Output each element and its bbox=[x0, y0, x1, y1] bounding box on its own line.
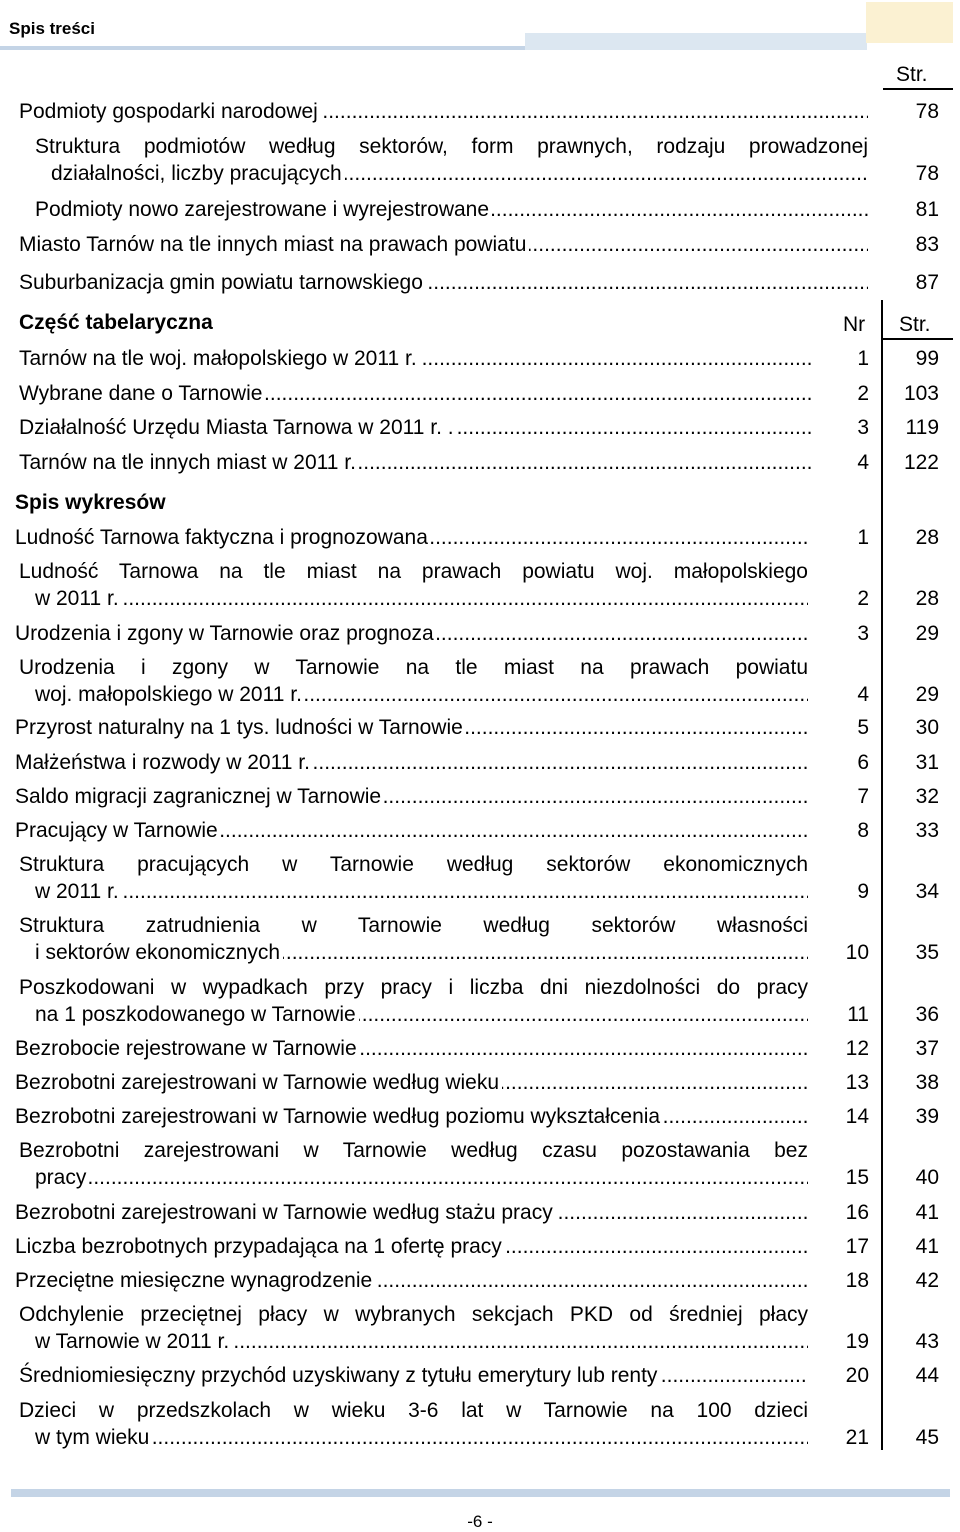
toc-entry-text: działalności, liczby pracujących bbox=[51, 162, 345, 185]
number-column-label: Nr bbox=[843, 313, 866, 336]
toc-entry-text: Bezrobotni zarejestrowani w Tarnowie według poziomu wykształcenia bbox=[15, 1105, 663, 1128]
toc-entry-text: w tym wieku bbox=[35, 1426, 152, 1449]
toc-entry-title-line1: Poszkodowani w wypadkach przy pracy i liczba dni niezdolności do pracy bbox=[19, 976, 808, 999]
toc-entry-page: 36 bbox=[915, 1003, 939, 1026]
toc-entry-text: Średniomiesięczny przychód uzyskiwany z tytułu emerytury lub renty bbox=[19, 1364, 660, 1387]
toc-entry-page: 39 bbox=[915, 1105, 939, 1128]
toc-entry-page: 41 bbox=[915, 1235, 939, 1258]
document-header-title: Spis treści bbox=[9, 19, 95, 38]
toc-entry-page: 35 bbox=[915, 941, 939, 964]
toc-entry-number: 3 bbox=[857, 416, 869, 439]
toc-entry-number: 2 bbox=[857, 587, 869, 610]
toc-entry-title bbox=[15, 620, 808, 647]
charts-heading: Spis wykresów bbox=[15, 491, 166, 514]
toc-entry-page: 81 bbox=[915, 198, 939, 221]
toc-entry-title bbox=[15, 783, 808, 810]
toc-entry-title-line1: Bezrobotni zarejestrowani w Tarnowie według czasu pozostawania bez bbox=[19, 1139, 808, 1162]
toc-entry-number: 4 bbox=[857, 451, 869, 474]
toc-entry-page: 32 bbox=[915, 785, 939, 808]
toc-entry-text: w 2011 r. bbox=[35, 587, 122, 610]
toc-entry-number: 10 bbox=[845, 941, 869, 964]
toc-entry-page: 83 bbox=[915, 233, 939, 256]
toc-entry-text: Wybrane dane o Tarnowie bbox=[19, 382, 265, 405]
toc-entry-title bbox=[35, 585, 808, 612]
header-corner-box bbox=[866, 2, 953, 43]
toc-entry-title bbox=[15, 749, 808, 776]
toc-entry-page: 28 bbox=[915, 587, 939, 610]
toc-entry-title bbox=[35, 681, 808, 708]
toc-entry-number: 1 bbox=[857, 347, 869, 370]
toc-entry-text: Działalność Urzędu Miasta Tarnowa w 2011 r. . bbox=[19, 416, 457, 439]
toc-entry-number: 19 bbox=[845, 1330, 869, 1353]
toc-entry-number: 17 bbox=[845, 1235, 869, 1258]
toc-entry-page: 78 bbox=[915, 100, 939, 123]
toc-entry-text: woj. małopolskiego w 2011 r. bbox=[35, 683, 305, 706]
toc-entry-title bbox=[15, 1199, 808, 1226]
toc-entry-title bbox=[35, 1328, 808, 1355]
toc-entry-title bbox=[35, 939, 808, 966]
toc-entry-text: pracy bbox=[35, 1166, 89, 1189]
toc-entry-page: 30 bbox=[915, 716, 939, 739]
toc-entry-number: 20 bbox=[845, 1364, 869, 1387]
toc-entry-title-line1: Dzieci w przedszkolach w wieku 3-6 lat w Tarnowie na 100 dzieci bbox=[19, 1399, 808, 1422]
toc-entry-number: 9 bbox=[857, 880, 869, 903]
toc-entry-text: Przeciętne miesięczne wynagrodzenie bbox=[15, 1269, 375, 1292]
toc-entry-number: 11 bbox=[847, 1003, 869, 1026]
toc-entry-page: 33 bbox=[915, 819, 939, 842]
toc-entry-title bbox=[15, 817, 808, 844]
toc-entry-page: 42 bbox=[915, 1269, 939, 1292]
toc-entry-number: 6 bbox=[857, 751, 869, 774]
footer-rule bbox=[11, 1489, 950, 1497]
toc-entry-text: Podmioty nowo zarejestrowane i wyrejestrowane bbox=[35, 198, 492, 221]
toc-entry-title-line1: Struktura podmiotów według sektorów, form prawnych, rodzaju prowadzonej bbox=[35, 135, 868, 158]
toc-entry-number: 16 bbox=[845, 1201, 869, 1224]
toc-entry-number: 18 bbox=[845, 1269, 869, 1292]
toc-entry-page: 122 bbox=[903, 451, 939, 474]
toc-entry-text: Liczba bezrobotnych przypadająca na 1 ofertę pracy bbox=[15, 1235, 505, 1258]
toc-entry-title bbox=[35, 878, 808, 905]
toc-entry-number: 2 bbox=[857, 382, 869, 405]
toc-entry-number: 12 bbox=[845, 1037, 869, 1060]
toc-entry-page: 40 bbox=[915, 1166, 939, 1189]
toc-entry-text: Tarnów na tle woj. małopolskiego w 2011 r. bbox=[19, 347, 420, 370]
toc-entry-title bbox=[35, 1164, 808, 1191]
toc-entry-page: 45 bbox=[915, 1426, 939, 1449]
header-band bbox=[525, 33, 867, 50]
page-number: -6 - bbox=[467, 1512, 493, 1531]
toc-entry-text: na 1 poszkodowanego w Tarnowie bbox=[35, 1003, 359, 1026]
toc-entry-number: 13 bbox=[845, 1071, 869, 1094]
tables-header-rule bbox=[883, 338, 953, 340]
toc-entry-title bbox=[15, 1233, 808, 1260]
toc-entry-page: 103 bbox=[903, 382, 939, 405]
toc-entry-title bbox=[35, 196, 868, 223]
toc-entry-text: Urodzenia i zgony w Tarnowie oraz prognoza bbox=[15, 622, 437, 645]
toc-entry-number: 5 bbox=[857, 716, 869, 739]
toc-entry-number: 7 bbox=[857, 785, 869, 808]
toc-entry-text: Miasto Tarnów na tle innych miast na prawach powiatu bbox=[19, 233, 529, 256]
toc-entry-page: 28 bbox=[915, 526, 939, 549]
toc-entry-title bbox=[19, 98, 868, 125]
toc-entry-page: 29 bbox=[915, 622, 939, 645]
toc-entry-title bbox=[15, 714, 808, 741]
page-column-label-tables: Str. bbox=[899, 313, 931, 336]
toc-entry-number: 8 bbox=[857, 819, 869, 842]
toc-entry-page: 43 bbox=[915, 1330, 939, 1353]
toc-entry-text: Podmioty gospodarki narodowej bbox=[19, 100, 321, 123]
toc-entry-title bbox=[35, 1424, 808, 1451]
tables-heading: Część tabelaryczna bbox=[19, 311, 213, 334]
toc-entry-page: 99 bbox=[915, 347, 939, 370]
toc-entry-title bbox=[15, 1069, 808, 1096]
toc-entry-text: Małżeństwa i rozwody w 2011 r. bbox=[15, 751, 313, 774]
toc-entry-text: Tarnów na tle innych miast w 2011 r. bbox=[19, 451, 359, 474]
toc-entry-title bbox=[19, 269, 868, 296]
toc-entry-title-line1: Struktura zatrudnienia w Tarnowie według sektorów własności bbox=[19, 914, 808, 937]
toc-entry-title bbox=[15, 1035, 808, 1062]
toc-entry-page: 41 bbox=[915, 1201, 939, 1224]
column-divider bbox=[881, 300, 883, 1450]
toc-entry-text: Suburbanizacja gmin powiatu tarnowskiego bbox=[19, 271, 426, 294]
toc-entry-title bbox=[19, 449, 812, 476]
toc-entry-text: Pracujący w Tarnowie bbox=[15, 819, 221, 842]
toc-entry-page: 31 bbox=[915, 751, 939, 774]
toc-entry-page: 78 bbox=[915, 162, 939, 185]
toc-entry-title bbox=[15, 1267, 808, 1294]
toc-entry-text: Bezrobotni zarejestrowani w Tarnowie według wieku bbox=[15, 1071, 502, 1094]
toc-entry-number: 3 bbox=[857, 622, 869, 645]
toc-entry-page: 87 bbox=[915, 271, 939, 294]
toc-entry-text: Przyrost naturalny na 1 tys. ludności w Tarnowie bbox=[15, 716, 466, 739]
toc-entry-text: w Tarnowie w 2011 r. bbox=[35, 1330, 232, 1353]
toc-entry-title bbox=[19, 414, 812, 441]
toc-entry-title-line1: Struktura pracujących w Tarnowie według sektorów ekonomicznych bbox=[19, 853, 808, 876]
toc-entry-title bbox=[19, 380, 812, 407]
toc-entry-text: w 2011 r. bbox=[35, 880, 122, 903]
toc-entry-number: 4 bbox=[857, 683, 869, 706]
toc-entry-number: 14 bbox=[845, 1105, 869, 1128]
toc-entry-text: i sektorów ekonomicznych bbox=[35, 941, 283, 964]
toc-entry-title bbox=[35, 1001, 808, 1028]
column-header-rule bbox=[883, 88, 953, 90]
toc-entry-page: 38 bbox=[915, 1071, 939, 1094]
toc-entry-title-line1: Urodzenia i zgony w Tarnowie na tle miast na prawach powiatu bbox=[19, 656, 808, 679]
toc-entry-title bbox=[15, 1103, 808, 1130]
toc-entry-number: 21 bbox=[845, 1426, 869, 1449]
toc-entry-page: 37 bbox=[915, 1037, 939, 1060]
toc-entry-title-line1: Odchylenie przeciętnej płacy w wybranych sekcjach PKD od średniej płacy bbox=[19, 1303, 808, 1326]
toc-entry-page: 119 bbox=[905, 416, 939, 439]
toc-entry-title bbox=[19, 231, 868, 258]
toc-entry-title bbox=[15, 524, 808, 551]
toc-entry-page: 44 bbox=[915, 1364, 939, 1387]
toc-entry-text: Ludność Tarnowa faktyczna i prognozowana bbox=[15, 526, 431, 549]
toc-entry-page: 34 bbox=[915, 880, 939, 903]
header-rule bbox=[0, 46, 525, 50]
toc-entry-title-line1: Ludność Tarnowa na tle miast na prawach powiatu woj. małopolskiego bbox=[19, 560, 808, 583]
toc-entry-title bbox=[51, 160, 868, 187]
toc-entry-title bbox=[19, 345, 812, 372]
toc-entry-number: 1 bbox=[857, 526, 869, 549]
page-column-label: Str. bbox=[896, 63, 928, 86]
toc-entry-text: Bezrobotni zarejestrowani w Tarnowie według stażu pracy bbox=[15, 1201, 556, 1224]
toc-entry-number: 15 bbox=[845, 1166, 869, 1189]
toc-entry-text: Bezrobocie rejestrowane w Tarnowie bbox=[15, 1037, 360, 1060]
toc-entry-page: 29 bbox=[915, 683, 939, 706]
toc-entry-text: Saldo migracji zagranicznej w Tarnowie bbox=[15, 785, 384, 808]
toc-entry-title bbox=[19, 1362, 808, 1389]
